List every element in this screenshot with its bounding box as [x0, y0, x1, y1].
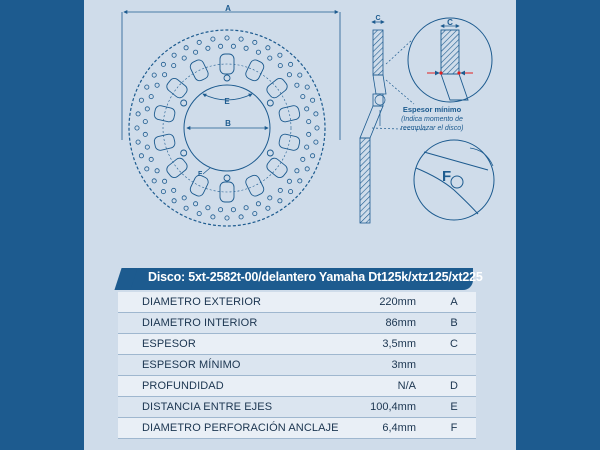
drill-hole	[314, 140, 318, 144]
label-f-detail: F	[442, 168, 452, 185]
drill-hole	[149, 157, 153, 161]
drill-hole	[184, 206, 188, 210]
drill-hole	[305, 85, 309, 89]
drill-hole	[305, 167, 309, 171]
drill-hole	[172, 199, 176, 203]
spec-row	[118, 397, 476, 418]
drill-hole	[231, 44, 235, 48]
drill-hole	[225, 216, 229, 220]
drill-hole	[145, 145, 149, 149]
drill-hole	[314, 112, 318, 116]
drill-hole	[182, 196, 186, 200]
spec-row	[118, 418, 476, 439]
drill-hole	[253, 40, 257, 44]
drill-hole	[239, 215, 243, 219]
drill-hole	[301, 95, 305, 99]
drill-hole	[311, 154, 315, 158]
drill-hole	[231, 208, 235, 212]
spec-code: B	[450, 317, 458, 329]
drill-hole	[143, 120, 147, 124]
drill-hole	[172, 53, 176, 57]
spec-value: N/A	[397, 380, 416, 392]
drill-hole	[197, 212, 201, 216]
drill-hole	[305, 145, 309, 149]
drill-hole	[139, 154, 143, 158]
drill-hole	[161, 190, 165, 194]
disc-slot	[265, 156, 289, 179]
drill-hole	[211, 215, 215, 219]
minimum-thickness-note	[400, 105, 463, 132]
note-line-1: (Indica momento de	[401, 116, 463, 123]
spec-value: 86mm	[385, 317, 416, 329]
spec-row	[118, 334, 476, 355]
mounting-hole	[224, 75, 230, 81]
label-c-detail: C	[447, 18, 453, 27]
drill-hole	[256, 202, 260, 206]
drill-hole	[278, 53, 282, 57]
drill-hole	[278, 199, 282, 203]
dimension-e	[203, 94, 252, 106]
drill-hole	[307, 132, 311, 136]
disc-slot	[165, 76, 189, 99]
detail-thickness	[408, 18, 492, 102]
drill-hole	[145, 85, 149, 89]
disc-slot	[244, 174, 265, 198]
spec-name: ESPESOR MÍNIMO	[142, 359, 241, 371]
drill-hole	[172, 188, 176, 192]
drill-hole	[194, 50, 198, 54]
spec-code: D	[450, 380, 458, 392]
drill-hole	[163, 73, 167, 77]
drill-hole	[184, 46, 188, 50]
drill-hole	[244, 206, 248, 210]
disc-slot	[278, 105, 301, 123]
drill-hole	[268, 56, 272, 60]
drill-hole	[219, 208, 223, 212]
label-a: A	[225, 4, 231, 13]
drill-hole	[301, 157, 305, 161]
spec-name: DIAMETRO EXTERIOR	[142, 296, 262, 308]
spec-name: DIAMETRO INTERIOR	[142, 317, 258, 329]
spec-name: DISTANCIA ENTRE EJES	[142, 401, 273, 413]
drill-hole	[253, 212, 257, 216]
drill-hole	[135, 126, 139, 130]
drill-hole	[136, 140, 140, 144]
drill-hole	[311, 98, 315, 102]
drill-hole	[268, 196, 272, 200]
drill-hole	[145, 107, 149, 111]
drill-hole	[152, 179, 156, 183]
drill-hole	[278, 64, 282, 68]
mounting-hole	[224, 175, 230, 181]
spec-row	[118, 355, 476, 376]
drill-hole	[143, 132, 147, 136]
mounting-hole	[181, 100, 187, 106]
drill-hole	[194, 202, 198, 206]
spec-value: 3mm	[391, 359, 416, 371]
drill-hole	[289, 62, 293, 66]
drill-hole	[278, 188, 282, 192]
disc-slot	[265, 76, 289, 99]
label-e: E	[224, 97, 230, 106]
drill-hole	[149, 95, 153, 99]
spec-code: E	[450, 401, 458, 413]
drill-hole	[295, 83, 299, 87]
spec-value: 3,5mm	[382, 338, 416, 350]
drill-hole	[266, 46, 270, 50]
drill-hole	[155, 83, 159, 87]
drill-hole	[315, 126, 319, 130]
spec-value: 6,4mm	[382, 422, 416, 434]
spec-title: Disco: 5xt-2582t-00/delantero Yamaha Dt125k/xtz125/xt225	[148, 270, 483, 284]
drill-hole	[155, 169, 159, 173]
drill-hole	[197, 40, 201, 44]
drill-hole	[145, 167, 149, 171]
spec-code: F	[450, 422, 458, 434]
drill-hole	[287, 179, 291, 183]
mounting-hole	[267, 100, 273, 106]
disc-slot	[153, 133, 176, 151]
spec-value: 220mm	[379, 296, 416, 308]
drill-hole	[136, 112, 140, 116]
drill-hole	[266, 206, 270, 210]
drill-hole	[305, 107, 309, 111]
spec-table	[118, 292, 476, 439]
drill-hole	[256, 50, 260, 54]
drill-hole	[206, 46, 210, 50]
detail-anchor-hole	[414, 140, 494, 220]
drill-hole	[139, 98, 143, 102]
spec-code: A	[450, 296, 458, 308]
spec-row	[118, 292, 476, 313]
drill-hole	[161, 62, 165, 66]
drill-hole	[298, 73, 302, 77]
mounting-hole	[267, 150, 273, 156]
spec-row	[118, 313, 476, 334]
spec-code: C	[450, 338, 458, 350]
drill-hole	[295, 169, 299, 173]
drill-hole	[163, 179, 167, 183]
note-title: Espesor mínimo	[402, 105, 462, 114]
note-line-2: reemplazar el disco)	[400, 125, 464, 132]
drill-hole	[211, 37, 215, 41]
spec-name: DIAMETRO PERFORACIÓN ANCLAJE	[142, 422, 339, 434]
mounting-hole	[181, 150, 187, 156]
drill-hole	[152, 73, 156, 77]
drill-hole	[298, 179, 302, 183]
spec-value: 100,4mm	[370, 401, 416, 413]
drill-hole	[206, 206, 210, 210]
drill-hole	[244, 46, 248, 50]
drill-hole	[182, 56, 186, 60]
disc-slot	[278, 133, 301, 151]
dimension-b	[187, 119, 268, 128]
label-b: B	[225, 119, 231, 128]
drill-hole	[172, 64, 176, 68]
drill-hole	[219, 44, 223, 48]
drill-hole	[225, 36, 229, 40]
label-f-small: F	[198, 171, 203, 178]
disc-slot	[153, 105, 176, 123]
spec-name: PROFUNDIDAD	[142, 380, 224, 392]
drill-hole	[289, 190, 293, 194]
spec-name: ESPESOR	[142, 338, 196, 350]
drill-hole	[307, 120, 311, 124]
drill-hole	[287, 73, 291, 77]
label-c-side: C	[375, 15, 381, 22]
spec-row	[118, 376, 476, 397]
drill-hole	[239, 37, 243, 41]
